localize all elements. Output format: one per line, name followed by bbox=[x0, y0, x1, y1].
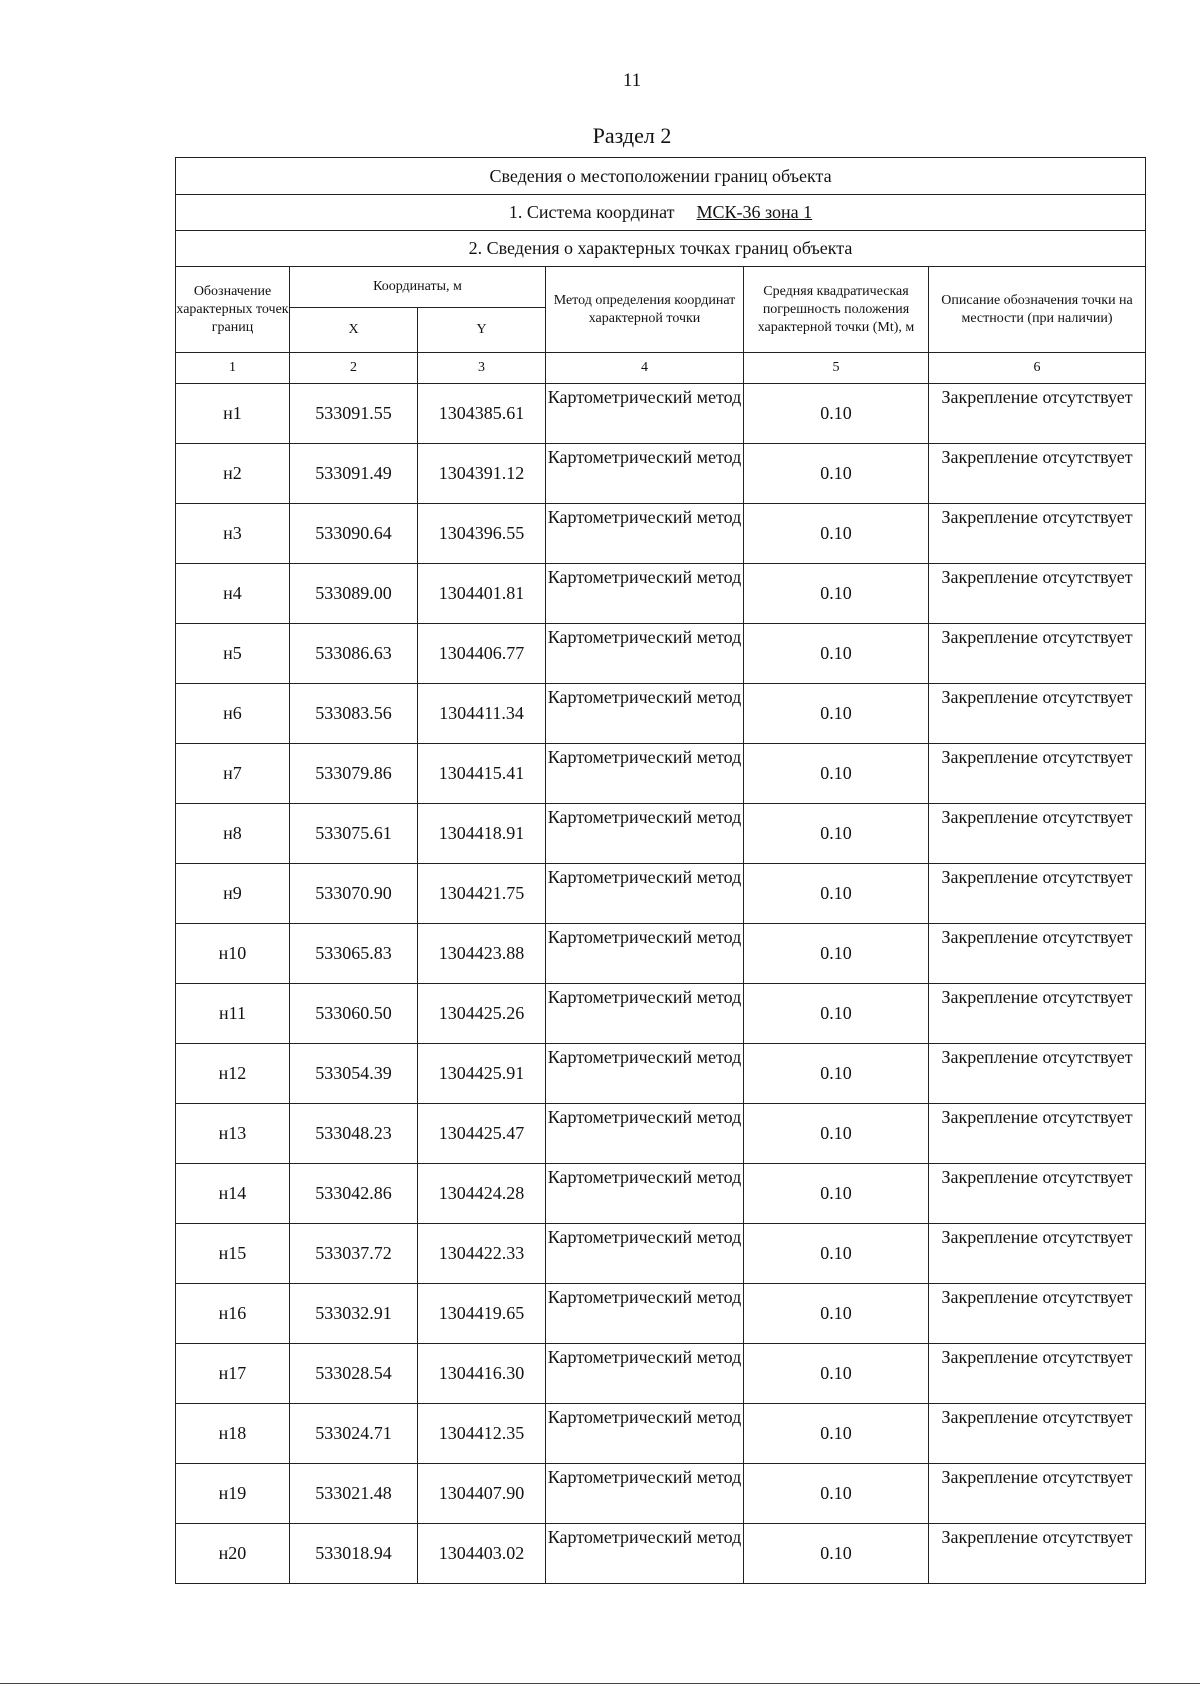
table-row bbox=[176, 1464, 1146, 1524]
point-id-cell: н9 bbox=[176, 864, 290, 924]
y-coordinate-cell: 1304391.12 bbox=[418, 444, 546, 504]
point-id-cell: н18 bbox=[176, 1404, 290, 1464]
error-cell: 0.10 bbox=[744, 924, 929, 984]
method-cell: Картометрический метод bbox=[546, 1104, 744, 1164]
section-title: Раздел 2 bbox=[592, 123, 672, 148]
header-description: Описание обозначения точки на местности (при наличии) bbox=[929, 267, 1146, 353]
point-id-cell: н14 bbox=[176, 1164, 290, 1224]
x-coordinate-cell: 533090.64 bbox=[290, 504, 418, 564]
point-id-cell: н6 bbox=[176, 684, 290, 744]
bottom-rule bbox=[0, 1683, 1200, 1684]
error-cell: 0.10 bbox=[744, 1044, 929, 1104]
method-cell: Картометрический метод bbox=[546, 1344, 744, 1404]
table-row bbox=[176, 1104, 1146, 1164]
y-coordinate-cell: 1304425.47 bbox=[418, 1104, 546, 1164]
table-row bbox=[176, 744, 1146, 804]
description-cell: Закрепление отсутствует bbox=[929, 564, 1146, 624]
method-cell: Картометрический метод bbox=[546, 444, 744, 504]
method-cell: Картометрический метод bbox=[546, 1164, 744, 1224]
description-cell: Закрепление отсутствует bbox=[929, 984, 1146, 1044]
x-coordinate-cell: 533091.49 bbox=[290, 444, 418, 504]
table-row bbox=[176, 1164, 1146, 1224]
error-cell: 0.10 bbox=[744, 684, 929, 744]
description-cell: Закрепление отсутствует bbox=[929, 684, 1146, 744]
error-cell: 0.10 bbox=[744, 1464, 929, 1524]
y-coordinate-cell: 1304418.91 bbox=[418, 804, 546, 864]
x-coordinate-cell: 533083.56 bbox=[290, 684, 418, 744]
header-y: Y bbox=[418, 308, 546, 353]
description-cell: Закрепление отсутствует bbox=[929, 1344, 1146, 1404]
point-id-cell: н16 bbox=[176, 1284, 290, 1344]
y-coordinate-cell: 1304401.81 bbox=[418, 564, 546, 624]
description-cell: Закрепление отсутствует bbox=[929, 1044, 1146, 1104]
x-coordinate-cell: 533070.90 bbox=[290, 864, 418, 924]
method-cell: Картометрический метод bbox=[546, 564, 744, 624]
method-cell: Картометрический метод bbox=[546, 804, 744, 864]
description-cell: Закрепление отсутствует bbox=[929, 444, 1146, 504]
error-cell: 0.10 bbox=[744, 744, 929, 804]
y-coordinate-cell: 1304416.30 bbox=[418, 1344, 546, 1404]
x-coordinate-cell: 533091.55 bbox=[290, 384, 418, 444]
error-cell: 0.10 bbox=[744, 984, 929, 1044]
point-id-cell: н11 bbox=[176, 984, 290, 1044]
method-cell: Картометрический метод bbox=[546, 1464, 744, 1524]
error-cell: 0.10 bbox=[744, 564, 929, 624]
error-cell: 0.10 bbox=[744, 1524, 929, 1584]
table-row bbox=[176, 384, 1146, 444]
description-cell: Закрепление отсутствует bbox=[929, 384, 1146, 444]
column-number: 4 bbox=[546, 353, 744, 384]
x-coordinate-cell: 533075.61 bbox=[290, 804, 418, 864]
point-id-cell: н12 bbox=[176, 1044, 290, 1104]
point-id-cell: н7 bbox=[176, 744, 290, 804]
description-cell: Закрепление отсутствует bbox=[929, 1104, 1146, 1164]
description-cell: Закрепление отсутствует bbox=[929, 1224, 1146, 1284]
method-cell: Картометрический метод bbox=[546, 1284, 744, 1344]
description-cell: Закрепление отсутствует bbox=[929, 504, 1146, 564]
error-cell: 0.10 bbox=[744, 1224, 929, 1284]
point-id-cell: н17 bbox=[176, 1344, 290, 1404]
column-number: 3 bbox=[418, 353, 546, 384]
error-cell: 0.10 bbox=[744, 1404, 929, 1464]
x-coordinate-cell: 533054.39 bbox=[290, 1044, 418, 1104]
x-coordinate-cell: 533065.83 bbox=[290, 924, 418, 984]
error-cell: 0.10 bbox=[744, 384, 929, 444]
table-row bbox=[176, 1404, 1146, 1464]
point-id-cell: н20 bbox=[176, 1524, 290, 1584]
description-cell: Закрепление отсутствует bbox=[929, 864, 1146, 924]
table-row bbox=[176, 804, 1146, 864]
description-cell: Закрепление отсутствует bbox=[929, 924, 1146, 984]
header-designation: Обозначение характерных точек границ bbox=[176, 267, 290, 353]
x-coordinate-cell: 533018.94 bbox=[290, 1524, 418, 1584]
points-title: 2. Сведения о характерных точках границ объекта bbox=[176, 231, 1146, 267]
table-row bbox=[176, 1344, 1146, 1404]
error-cell: 0.10 bbox=[744, 444, 929, 504]
y-coordinate-cell: 1304419.65 bbox=[418, 1284, 546, 1344]
error-cell: 0.10 bbox=[744, 804, 929, 864]
y-coordinate-cell: 1304424.28 bbox=[418, 1164, 546, 1224]
error-cell: 0.10 bbox=[744, 1164, 929, 1224]
table-row bbox=[176, 984, 1146, 1044]
coord-system-value: МСК-36 зона 1 bbox=[696, 202, 813, 222]
method-cell: Картометрический метод bbox=[546, 1044, 744, 1104]
x-coordinate-cell: 533028.54 bbox=[290, 1344, 418, 1404]
header-x: X bbox=[290, 308, 418, 353]
x-coordinate-cell: 533048.23 bbox=[290, 1104, 418, 1164]
table-row bbox=[176, 1284, 1146, 1344]
coord-system-label: 1. Система координат bbox=[508, 202, 675, 222]
table-caption: Сведения о местоположении границ объекта bbox=[176, 158, 1146, 195]
point-id-cell: н3 bbox=[176, 504, 290, 564]
method-cell: Картометрический метод bbox=[546, 864, 744, 924]
page-number: 11 bbox=[622, 70, 642, 91]
method-cell: Картометрический метод bbox=[546, 624, 744, 684]
table-row bbox=[176, 624, 1146, 684]
table-row bbox=[176, 864, 1146, 924]
x-coordinate-cell: 533086.63 bbox=[290, 624, 418, 684]
table-row bbox=[176, 684, 1146, 744]
y-coordinate-cell: 1304425.91 bbox=[418, 1044, 546, 1104]
y-coordinate-cell: 1304412.35 bbox=[418, 1404, 546, 1464]
x-coordinate-cell: 533021.48 bbox=[290, 1464, 418, 1524]
point-id-cell: н1 bbox=[176, 384, 290, 444]
table-row bbox=[176, 504, 1146, 564]
point-id-cell: н13 bbox=[176, 1104, 290, 1164]
error-cell: 0.10 bbox=[744, 1344, 929, 1404]
x-coordinate-cell: 533032.91 bbox=[290, 1284, 418, 1344]
y-coordinate-cell: 1304422.33 bbox=[418, 1224, 546, 1284]
description-cell: Закрепление отсутствует bbox=[929, 1524, 1146, 1584]
point-id-cell: н2 bbox=[176, 444, 290, 504]
table-row bbox=[176, 1524, 1146, 1584]
point-id-cell: н4 bbox=[176, 564, 290, 624]
method-cell: Картометрический метод bbox=[546, 984, 744, 1044]
description-cell: Закрепление отсутствует bbox=[929, 1284, 1146, 1344]
description-cell: Закрепление отсутствует bbox=[929, 804, 1146, 864]
table-row bbox=[176, 1224, 1146, 1284]
column-number: 1 bbox=[176, 353, 290, 384]
error-cell: 0.10 bbox=[744, 624, 929, 684]
point-id-cell: н15 bbox=[176, 1224, 290, 1284]
y-coordinate-cell: 1304396.55 bbox=[418, 504, 546, 564]
method-cell: Картометрический метод bbox=[546, 504, 744, 564]
method-cell: Картометрический метод bbox=[546, 1524, 744, 1584]
point-id-cell: н8 bbox=[176, 804, 290, 864]
description-cell: Закрепление отсутствует bbox=[929, 1164, 1146, 1224]
method-cell: Картометрический метод bbox=[546, 924, 744, 984]
description-cell: Закрепление отсутствует bbox=[929, 1464, 1146, 1524]
column-number: 6 bbox=[929, 353, 1146, 384]
header-coordinates: Координаты, м bbox=[290, 267, 546, 308]
y-coordinate-cell: 1304415.41 bbox=[418, 744, 546, 804]
y-coordinate-cell: 1304423.88 bbox=[418, 924, 546, 984]
y-coordinate-cell: 1304406.77 bbox=[418, 624, 546, 684]
description-cell: Закрепление отсутствует bbox=[929, 744, 1146, 804]
table-row bbox=[176, 924, 1146, 984]
table-row bbox=[176, 444, 1146, 504]
y-coordinate-cell: 1304385.61 bbox=[418, 384, 546, 444]
y-coordinate-cell: 1304407.90 bbox=[418, 1464, 546, 1524]
x-coordinate-cell: 533037.72 bbox=[290, 1224, 418, 1284]
error-cell: 0.10 bbox=[744, 1284, 929, 1344]
description-cell: Закрепление отсутствует bbox=[929, 1404, 1146, 1464]
header-error: Средняя квадратическая погрешность положения характерной точки (Mt), м bbox=[744, 267, 929, 353]
x-coordinate-cell: 533089.00 bbox=[290, 564, 418, 624]
coord-system-row bbox=[176, 195, 1146, 231]
error-cell: 0.10 bbox=[744, 1104, 929, 1164]
method-cell: Картометрический метод bbox=[546, 684, 744, 744]
error-cell: 0.10 bbox=[744, 864, 929, 924]
x-coordinate-cell: 533024.71 bbox=[290, 1404, 418, 1464]
column-number: 2 bbox=[290, 353, 418, 384]
x-coordinate-cell: 533079.86 bbox=[290, 744, 418, 804]
y-coordinate-cell: 1304411.34 bbox=[418, 684, 546, 744]
y-coordinate-cell: 1304403.02 bbox=[418, 1524, 546, 1584]
method-cell: Картометрический метод bbox=[546, 1404, 744, 1464]
header-method: Метод определения координат характерной точки bbox=[546, 267, 744, 353]
point-id-cell: н10 bbox=[176, 924, 290, 984]
method-cell: Картометрический метод bbox=[546, 384, 744, 444]
x-coordinate-cell: 533042.86 bbox=[290, 1164, 418, 1224]
point-id-cell: н19 bbox=[176, 1464, 290, 1524]
error-cell: 0.10 bbox=[744, 504, 929, 564]
y-coordinate-cell: 1304421.75 bbox=[418, 864, 546, 924]
y-coordinate-cell: 1304425.26 bbox=[418, 984, 546, 1044]
method-cell: Картометрический метод bbox=[546, 1224, 744, 1284]
table-row bbox=[176, 1044, 1146, 1104]
description-cell: Закрепление отсутствует bbox=[929, 624, 1146, 684]
method-cell: Картометрический метод bbox=[546, 744, 744, 804]
column-number: 5 bbox=[744, 353, 929, 384]
point-id-cell: н5 bbox=[176, 624, 290, 684]
table-row bbox=[176, 564, 1146, 624]
x-coordinate-cell: 533060.50 bbox=[290, 984, 418, 1044]
boundary-points-table bbox=[175, 157, 1146, 1584]
